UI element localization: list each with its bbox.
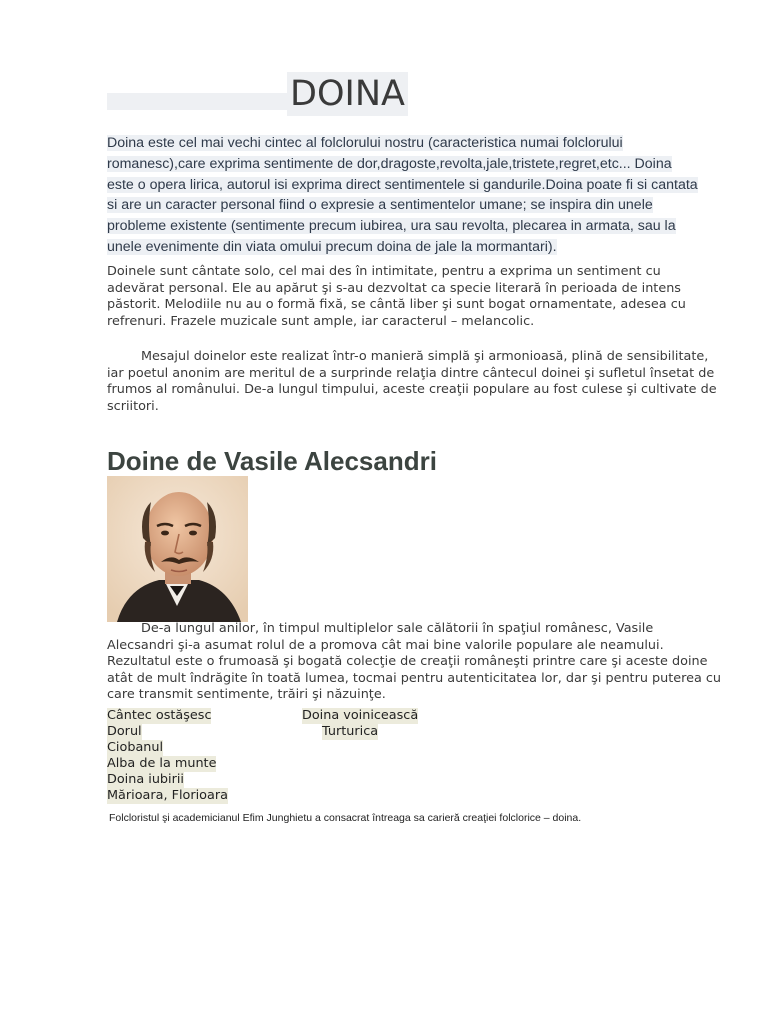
song-title: Alba de la munte	[107, 756, 217, 771]
paragraph-doine-solo: Doinele sunt cântate solo, cel mai des în intimitate, pentru a exprima un sentiment cu adevărat personal. Ele au apărut şi s-au dezvoltat ca specie literară în perioada de intens păstorit. Melodiile nu au o formă fixă, se cântă liber şi sunt bogat ornamentate, adesea cu refrenuri. Frazele muzicale sunt ample, iar caracterul – melancolic.	[107, 264, 686, 329]
paragraph-alecsandri: De-a lungul anilor, în timpul multiplelor sale călătorii în spaţiul românesc, Vasile Alecsandri şi-a asumat rolul de a promova cât mai bine valorile populare ale neamului. Rezultatul este o frumoasă şi bogată colecţie de creaţii româneşti printre care şi aceste doine atât de mult îndrăgite în toată lumea, tocmai pentru autenticitatea lor, dar şi pentru puterea cu care transmit sentimente, trăiri şi năzuinţe.	[107, 621, 722, 702]
intro-line: probleme existente (sentimente precum iubirea, ura sau revolta, plecarea in armata, sau la	[107, 218, 676, 235]
intro-line: si are un caracter personal fiind o expresie a sentimentelor umane; se inspira din unele	[107, 197, 653, 214]
portrait-image	[107, 476, 248, 622]
song-title: Ciobanul	[107, 740, 164, 755]
page-title: DOINA	[287, 72, 408, 116]
song-title: Turturica	[322, 724, 379, 739]
intro-line: romanesc),care exprima sentimente de dor,dragoste,revolta,jale,tristete,regret,etc... Doina	[107, 155, 672, 172]
intro-line: Doina este cel mai vechi cintec al folclorului nostru (caracteristica numai folclorului	[107, 135, 623, 151]
song-title: Doina voinicească	[302, 708, 419, 723]
title-highlight-bar	[107, 93, 290, 110]
section-heading: Doine de Vasile Alecsandri	[107, 446, 437, 476]
song-title: Mărioara, Florioara	[107, 788, 228, 803]
paragraph-mesajul: Mesajul doinelor este realizat într-o manieră simplă şi armonioasă, plină de sensibilitate, iar poetul anonim are meritul de a surprinde relaţia dintre cântecul doinei şi sufletul însetat de frumos al românului. De-a lungul timpului, aceste creaţii populare au fost culese şi cultivate de scriitori.	[107, 349, 717, 414]
intro-line: este o opera lirica, autorul isi exprima direct sentimentele si gandurile.Doina poate fi si cantata	[107, 176, 698, 193]
intro-paragraph	[107, 133, 727, 258]
footer-note: Folcloristul şi academicianul Efim Junghietu a consacrat întreaga sa carieră creaţiei folclorice – doina.	[109, 812, 582, 824]
song-title: Doina iubirii	[107, 772, 184, 787]
song-title: Dorul	[107, 724, 142, 739]
song-title: Cântec ostăşesc	[107, 708, 212, 723]
intro-line: unele evenimente din viata omului precum doina de jale la mormantari).	[107, 238, 557, 255]
